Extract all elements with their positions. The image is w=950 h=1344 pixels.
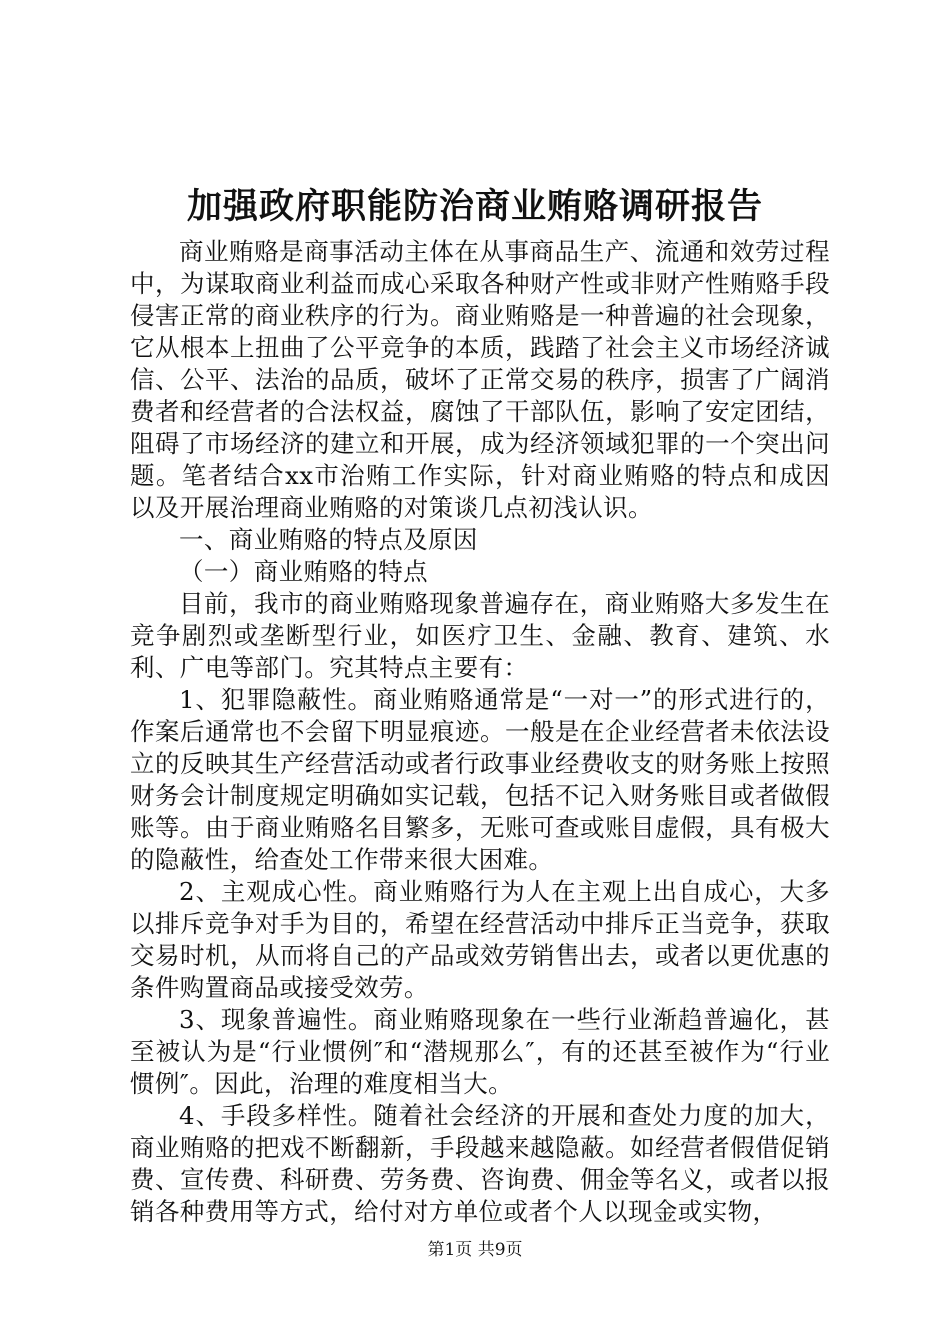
paragraph-overview: 目前，我市的商业贿赂现象普遍存在，商业贿赂大多发生在竞争剧烈或垄断型行业，如医疗卫生、金融、教育、建筑、水利、广电等部门。究其特点主要有：	[130, 589, 830, 682]
paragraph-intro: 商业贿赂是商事活动主体在从事商品生产、流通和效劳过程中，为谋取商业利益而成心采取各种财产性或非财产性贿赂手段侵害正常的商业秩序的行为。商业贿赂是一种普遍的社会现象，它从根本上扭曲了公平竞争的本质，践踏了社会主义市场经济诚信、公平、法治的品质，破坏了正常交易的秩序，损害了广阔消费者和经营者的合法权益，腐蚀了干部队伍，影响了安定团结，阻碍了市场经济的建立和开展，成为经济领域犯罪的一个突出问题。笔者结合xx市治贿工作实际，针对商业贿赂的特点和成因以及开展治理商业贿赂的对策谈几点初浅认识。	[130, 237, 830, 522]
heading-subsection-1: （一）商业贿赂的特点	[179, 557, 428, 586]
heading-section-1: 一、商业贿赂的特点及原因	[179, 525, 478, 554]
paragraph-point-4: 4、手段多样性。随着社会经济的开展和查处力度的加大，商业贿赂的把戏不断翻新，手段越来越隐蔽。如经营者假借促销费、宣传费、科研费、劳务费、咨询费、佣金等名义，或者以报销各种费用等方式，给付对方单位或者个人以现金或实物，	[130, 1101, 830, 1226]
document-body	[130, 236, 830, 1228]
paragraph-point-2: 2、主观成心性。商业贿赂行为人在主观上出自成心，大多以排斥竞争对手为目的，希望在经营活动中排斥正当竞争，获取交易时机，从而将自己的产品或效劳销售出去，或者以更优惠的条件购置商品或接受效劳。	[130, 877, 830, 1002]
page-number: 第1页 共9页	[427, 1240, 523, 1260]
paragraph-point-3: 3、现象普遍性。商业贿赂现象在一些行业渐趋普遍化，甚至被认为是“行业惯例″和“潜规那么″，有的还甚至被作为“行业惯例″。因此，治理的难度相当大。	[130, 1005, 830, 1098]
document-title: 加强政府职能防治商业贿赂调研报告	[186, 186, 763, 227]
paragraph-point-1: 1、犯罪隐蔽性。商业贿赂通常是“一对一”的形式进行的，作案后通常也不会留下明显痕迹。一般是在企业经营者未依法设立的反映其生产经营活动或者行政事业经费收支的财务账上按照财务会计制度规定明确如实记载，包括不记入财务账目或者做假账等。由于商业贿赂名目繁多，无账可查或账目虚假，具有极大的隐蔽性，给查处工作带来很大困难。	[130, 685, 830, 874]
